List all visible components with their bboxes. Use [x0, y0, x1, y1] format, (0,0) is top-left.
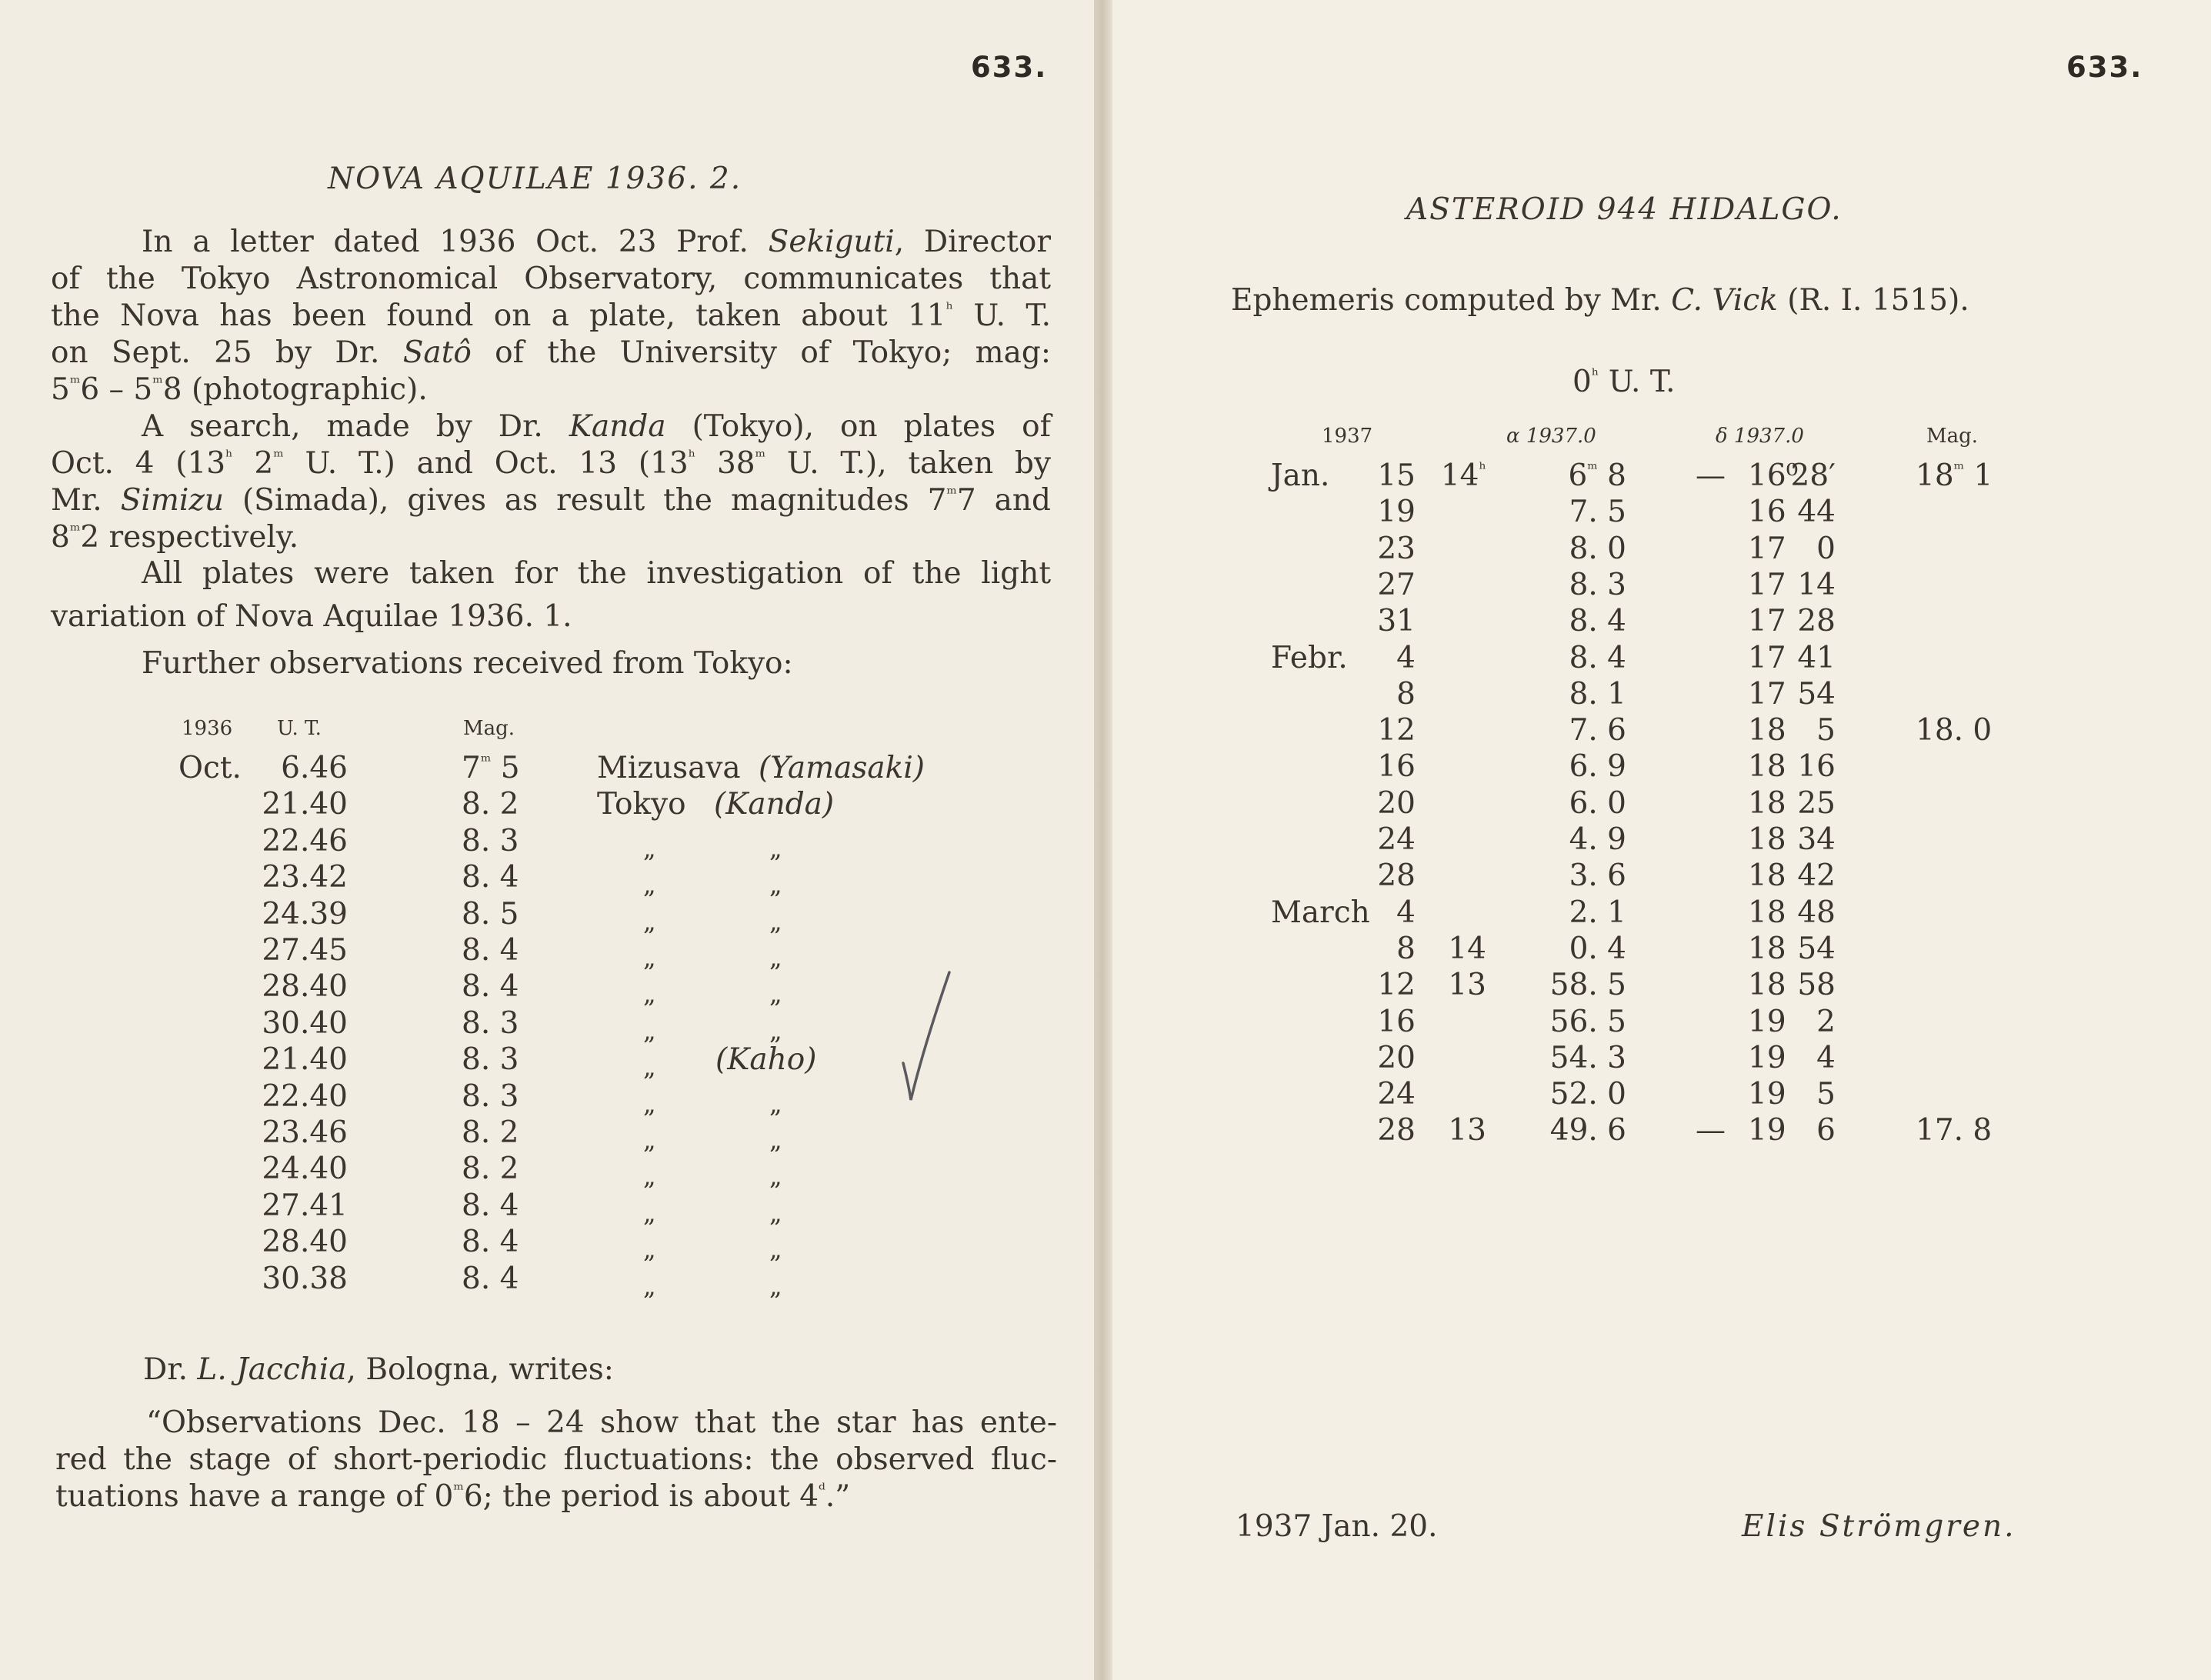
ra-hours: $14^ʰ$	[1440, 458, 1486, 493]
para-3	[51, 552, 1051, 638]
observatory: „	[643, 1015, 656, 1045]
text-line: tuations have a range of $0^ᵐ6$; the period is about $4^ᵈ$.”	[55, 1479, 851, 1514]
observatory: „	[643, 1235, 656, 1265]
ra-minutes: 8. 3	[1569, 567, 1626, 602]
observatory: „	[643, 906, 656, 936]
col-header-delta: δ 1937.0	[1716, 425, 1804, 448]
dec-degrees: 19	[1748, 1040, 1786, 1075]
mag-value: 8. 3	[462, 1005, 519, 1041]
ut-value: 21.40	[262, 1042, 348, 1078]
text-line: Mr. Simizu (Simada), gives as result the magnitudes $7^ᵐ7$ and	[51, 483, 1052, 518]
dec-minutes: 48	[1797, 895, 1836, 930]
dec-minutes: 42	[1797, 858, 1836, 894]
observer: „	[769, 1088, 782, 1118]
dec-degrees: 17	[1748, 567, 1786, 602]
dec-minutes: 34	[1797, 822, 1836, 857]
signature-name: Elis Strömgren.	[1742, 1509, 2016, 1544]
ra-hours: 13	[1448, 968, 1486, 1003]
dec-degrees: 17	[1748, 531, 1786, 566]
time-header: $0^ʰ$ U. T.	[1572, 365, 1676, 399]
ra-minutes: 8. 4	[1569, 640, 1626, 675]
mag-value: 8. 3	[462, 823, 519, 858]
left-page-number: 633.	[971, 51, 1048, 84]
day-value: 15	[1377, 458, 1416, 493]
dec-degrees: 18	[1748, 968, 1786, 1003]
day-value: 8	[1396, 931, 1416, 966]
ra-minutes: 4. 9	[1569, 822, 1626, 857]
text-line: variation of Nova Aquilae 1936. 1.	[51, 599, 572, 634]
ut-value: 28.40	[262, 969, 348, 1005]
ra-minutes: 8. 1	[1569, 676, 1626, 712]
observer: „	[769, 1198, 782, 1228]
dec-minutes: 28	[1797, 604, 1836, 639]
ut-value: 27.41	[262, 1188, 348, 1223]
signature-date: 1937 Jan. 20.	[1236, 1509, 1438, 1544]
dec-minutes: 54	[1797, 931, 1836, 966]
mag-value: 8. 2	[462, 1115, 519, 1150]
mag-value: 8. 3	[462, 1078, 519, 1114]
para-2	[51, 408, 1051, 556]
ra-minutes: 8. 4	[1569, 604, 1626, 639]
day-value: 12	[1377, 968, 1416, 1003]
mag-value: 18. 0	[1916, 713, 1993, 748]
dec-minutes: 16	[1797, 749, 1836, 785]
ra-minutes: 52. 0	[1549, 1077, 1626, 1112]
month-label: Febr.	[1271, 640, 1348, 675]
dec-minutes: 41	[1797, 640, 1836, 675]
dec-minutes: 14	[1797, 567, 1836, 602]
observatory: „	[643, 943, 656, 972]
day-value: 8	[1396, 676, 1416, 712]
ut-value: 22.40	[262, 1078, 348, 1114]
day-value: 23	[1377, 531, 1416, 566]
dec-degrees: 17	[1748, 640, 1786, 675]
month-label: Jan.	[1271, 458, 1330, 493]
day-value: 19	[1377, 495, 1416, 530]
observer: „	[769, 1235, 782, 1265]
observer: „	[769, 906, 782, 936]
text-line: All plates were taken for the investigation of the light	[142, 556, 1051, 591]
mag-value: 8. 5	[462, 896, 519, 932]
day-value: 16	[1377, 749, 1416, 785]
dec-minutes: 25	[1797, 785, 1836, 821]
ra-minutes: 54. 3	[1549, 1040, 1626, 1075]
text-line: In a letter dated 1936 Oct. 23 Prof. Sekiguti, Director	[142, 225, 1051, 259]
text-line: red the stage of short-periodic fluctuations: the observed fluc-	[55, 1442, 1057, 1477]
day-value: 20	[1377, 1040, 1416, 1075]
dec-degrees: 17	[1748, 676, 1786, 712]
dec-sign: —	[1696, 1113, 1726, 1148]
ut-value: 30.40	[262, 1005, 348, 1041]
ra-minutes: $6^ᵐ$ 8	[1568, 458, 1626, 493]
ut-value: 6.46	[281, 751, 348, 785]
dec-degrees: 18	[1748, 822, 1786, 857]
checkmark-icon	[899, 968, 952, 1106]
observatory: „	[643, 1088, 656, 1118]
dec-degrees: 18	[1748, 931, 1786, 966]
dec-degrees: 18	[1748, 785, 1786, 821]
ut-value: 27.45	[262, 933, 348, 968]
observatory: „	[643, 1125, 656, 1155]
col-header-year: 1936	[182, 717, 233, 740]
ra-minutes: 7. 5	[1569, 495, 1626, 530]
observatory: „	[643, 1271, 656, 1301]
further-observations-heading: Further observations received from Tokyo:	[142, 646, 793, 681]
ut-value: 30.38	[262, 1261, 348, 1296]
col-header-mag: Mag.	[463, 717, 515, 740]
observatory: Tokyo	[597, 787, 686, 822]
right-title: ASTEROID 944 HIDALGO.	[1406, 192, 1842, 227]
ut-value: 24.40	[262, 1152, 348, 1187]
mag-value: 8. 4	[462, 860, 519, 895]
dec-minutes: 2	[1816, 1004, 1836, 1039]
day-value: 31	[1377, 604, 1416, 639]
dec-sign: —	[1696, 458, 1726, 493]
ut-value: 24.39	[262, 896, 348, 932]
dec-degrees: 16⁰	[1748, 458, 1799, 493]
ut-value: 28.40	[262, 1225, 348, 1260]
dec-degrees: 17	[1748, 604, 1786, 639]
dec-minutes: 54	[1797, 676, 1836, 712]
left-title: NOVA AQUILAE 1936. 2.	[328, 162, 742, 196]
day-value: 4	[1396, 640, 1416, 675]
ut-value: 21.40	[262, 787, 348, 822]
jacchia-intro: Dr. L. Jacchia, Bologna, writes:	[143, 1352, 614, 1387]
dec-minutes: 4	[1816, 1040, 1836, 1075]
ut-value: 23.42	[262, 860, 348, 895]
ra-minutes: 49. 6	[1549, 1113, 1626, 1148]
right-page-number: 633.	[2066, 51, 2143, 84]
dec-degrees: 19	[1748, 1004, 1786, 1039]
ra-hours: 14	[1448, 931, 1486, 966]
observatory: Mizusava	[597, 751, 741, 785]
ra-minutes: 8. 0	[1569, 531, 1626, 566]
ra-minutes: 6. 9	[1569, 749, 1626, 785]
day-value: 4	[1396, 895, 1416, 930]
text-line: A search, made by Dr. Kanda (Tokyo), on plates of	[142, 409, 1052, 444]
dec-degrees: 18	[1748, 713, 1786, 748]
observer: „	[769, 1125, 782, 1155]
ra-hours: 13	[1448, 1113, 1486, 1148]
dec-degrees: 18	[1748, 858, 1786, 894]
observatory: „	[643, 833, 656, 863]
month-label: Oct.	[178, 751, 242, 785]
observer: „	[769, 870, 782, 900]
observatory: „	[643, 870, 656, 900]
dec-degrees: 16	[1748, 495, 1786, 530]
col-header-year: 1937	[1322, 425, 1373, 448]
book-gutter	[1094, 0, 1112, 1680]
text-line: Oct. 4 ($13^ʰ$ $2^ᵐ$ U. T.) and Oct. 13 ($13^ʰ$ $38^ᵐ$ U. T.), taken by	[51, 446, 1051, 481]
text-line: on Sept. 25 by Dr. Satô of the University of Tokyo; mag:	[51, 335, 1052, 370]
day-value: 28	[1377, 1113, 1416, 1148]
observer: „	[769, 1015, 782, 1045]
mag-value: 8. 4	[462, 933, 519, 968]
mag-value: 8. 2	[462, 1152, 519, 1187]
day-value: 16	[1377, 1004, 1416, 1039]
dec-minutes: 28′	[1790, 458, 1836, 493]
day-value: 20	[1377, 785, 1416, 821]
day-value: 27	[1377, 567, 1416, 602]
text-line: “Observations Dec. 18 – 24 show that the star has ente-	[146, 1405, 1057, 1440]
right-page	[1112, 0, 2211, 1680]
mag-value: 17. 8	[1916, 1113, 1993, 1148]
observatory: „	[643, 979, 656, 1009]
observer: „	[769, 1271, 782, 1301]
day-value: 24	[1377, 1077, 1416, 1112]
ra-minutes: 6. 0	[1569, 785, 1626, 821]
dec-degrees: 19	[1748, 1113, 1786, 1148]
col-header-mag: Mag.	[1926, 425, 1979, 448]
para-1	[51, 224, 1051, 408]
mag-value: 8. 4	[462, 969, 519, 1005]
ra-minutes: 56. 5	[1549, 1004, 1626, 1039]
observer: „	[769, 979, 782, 1009]
ra-minutes: 3. 6	[1569, 858, 1626, 894]
ut-value: 23.46	[262, 1115, 348, 1150]
dec-degrees: 18	[1748, 749, 1786, 785]
observatory: „	[643, 1052, 656, 1082]
observer: „	[769, 1162, 782, 1192]
dec-minutes: 5	[1816, 1077, 1836, 1112]
col-header-alpha: α 1937.0	[1506, 425, 1596, 448]
dec-minutes: 0	[1816, 531, 1836, 566]
observer: (Yamasaki)	[759, 751, 925, 785]
observer: „	[769, 833, 782, 863]
mag-value: 8. 4	[462, 1225, 519, 1260]
mag-value: 8. 2	[462, 787, 519, 822]
text-line: of the Tokyo Astronomical Observatory, communicates that	[51, 262, 1051, 296]
mag-value: 8. 4	[462, 1188, 519, 1223]
ra-minutes: 2. 1	[1569, 895, 1626, 930]
mag-value: 8. 4	[462, 1261, 519, 1296]
text-line: $8^ᵐ2$ respectively.	[51, 520, 299, 555]
observatory: „	[643, 1198, 656, 1228]
month-label: March	[1271, 895, 1370, 930]
day-value: 28	[1377, 858, 1416, 894]
dec-minutes: 44	[1797, 495, 1836, 530]
mag-value: 8. 3	[462, 1042, 519, 1078]
col-header-ut: U. T.	[277, 717, 322, 740]
text-line: the Nova has been found on a plate, taken about $11^ʰ$ U. T.	[51, 298, 1051, 333]
dec-degrees: 19	[1748, 1077, 1786, 1112]
dec-minutes: 58	[1797, 968, 1836, 1003]
text-line: $5^ᵐ6 - 5^ᵐ8$ (photographic).	[51, 372, 428, 407]
jacchia-quote	[55, 1405, 1057, 1515]
day-value: 12	[1377, 713, 1416, 748]
day-value: 24	[1377, 822, 1416, 857]
ra-minutes: 0. 4	[1569, 931, 1626, 966]
left-page	[0, 0, 1094, 1680]
ra-minutes: 7. 6	[1569, 713, 1626, 748]
ephemeris-line: Ephemeris computed by Mr. C. Vick (R. I. 1515).	[1231, 283, 1969, 318]
dec-minutes: 5	[1816, 713, 1836, 748]
ut-value: 22.46	[262, 823, 348, 858]
mag-value: $18^ᵐ$ 1	[1916, 458, 1993, 493]
dec-degrees: 18	[1748, 895, 1786, 930]
observer: (Kanda)	[714, 787, 835, 822]
observatory: „	[643, 1162, 656, 1192]
observer: „	[769, 943, 782, 972]
mag-value: $7^ᵐ$ 5	[462, 751, 520, 785]
ra-minutes: 58. 5	[1549, 968, 1626, 1003]
observer: (Kaho)	[715, 1042, 817, 1078]
dec-minutes: 6	[1816, 1113, 1836, 1148]
